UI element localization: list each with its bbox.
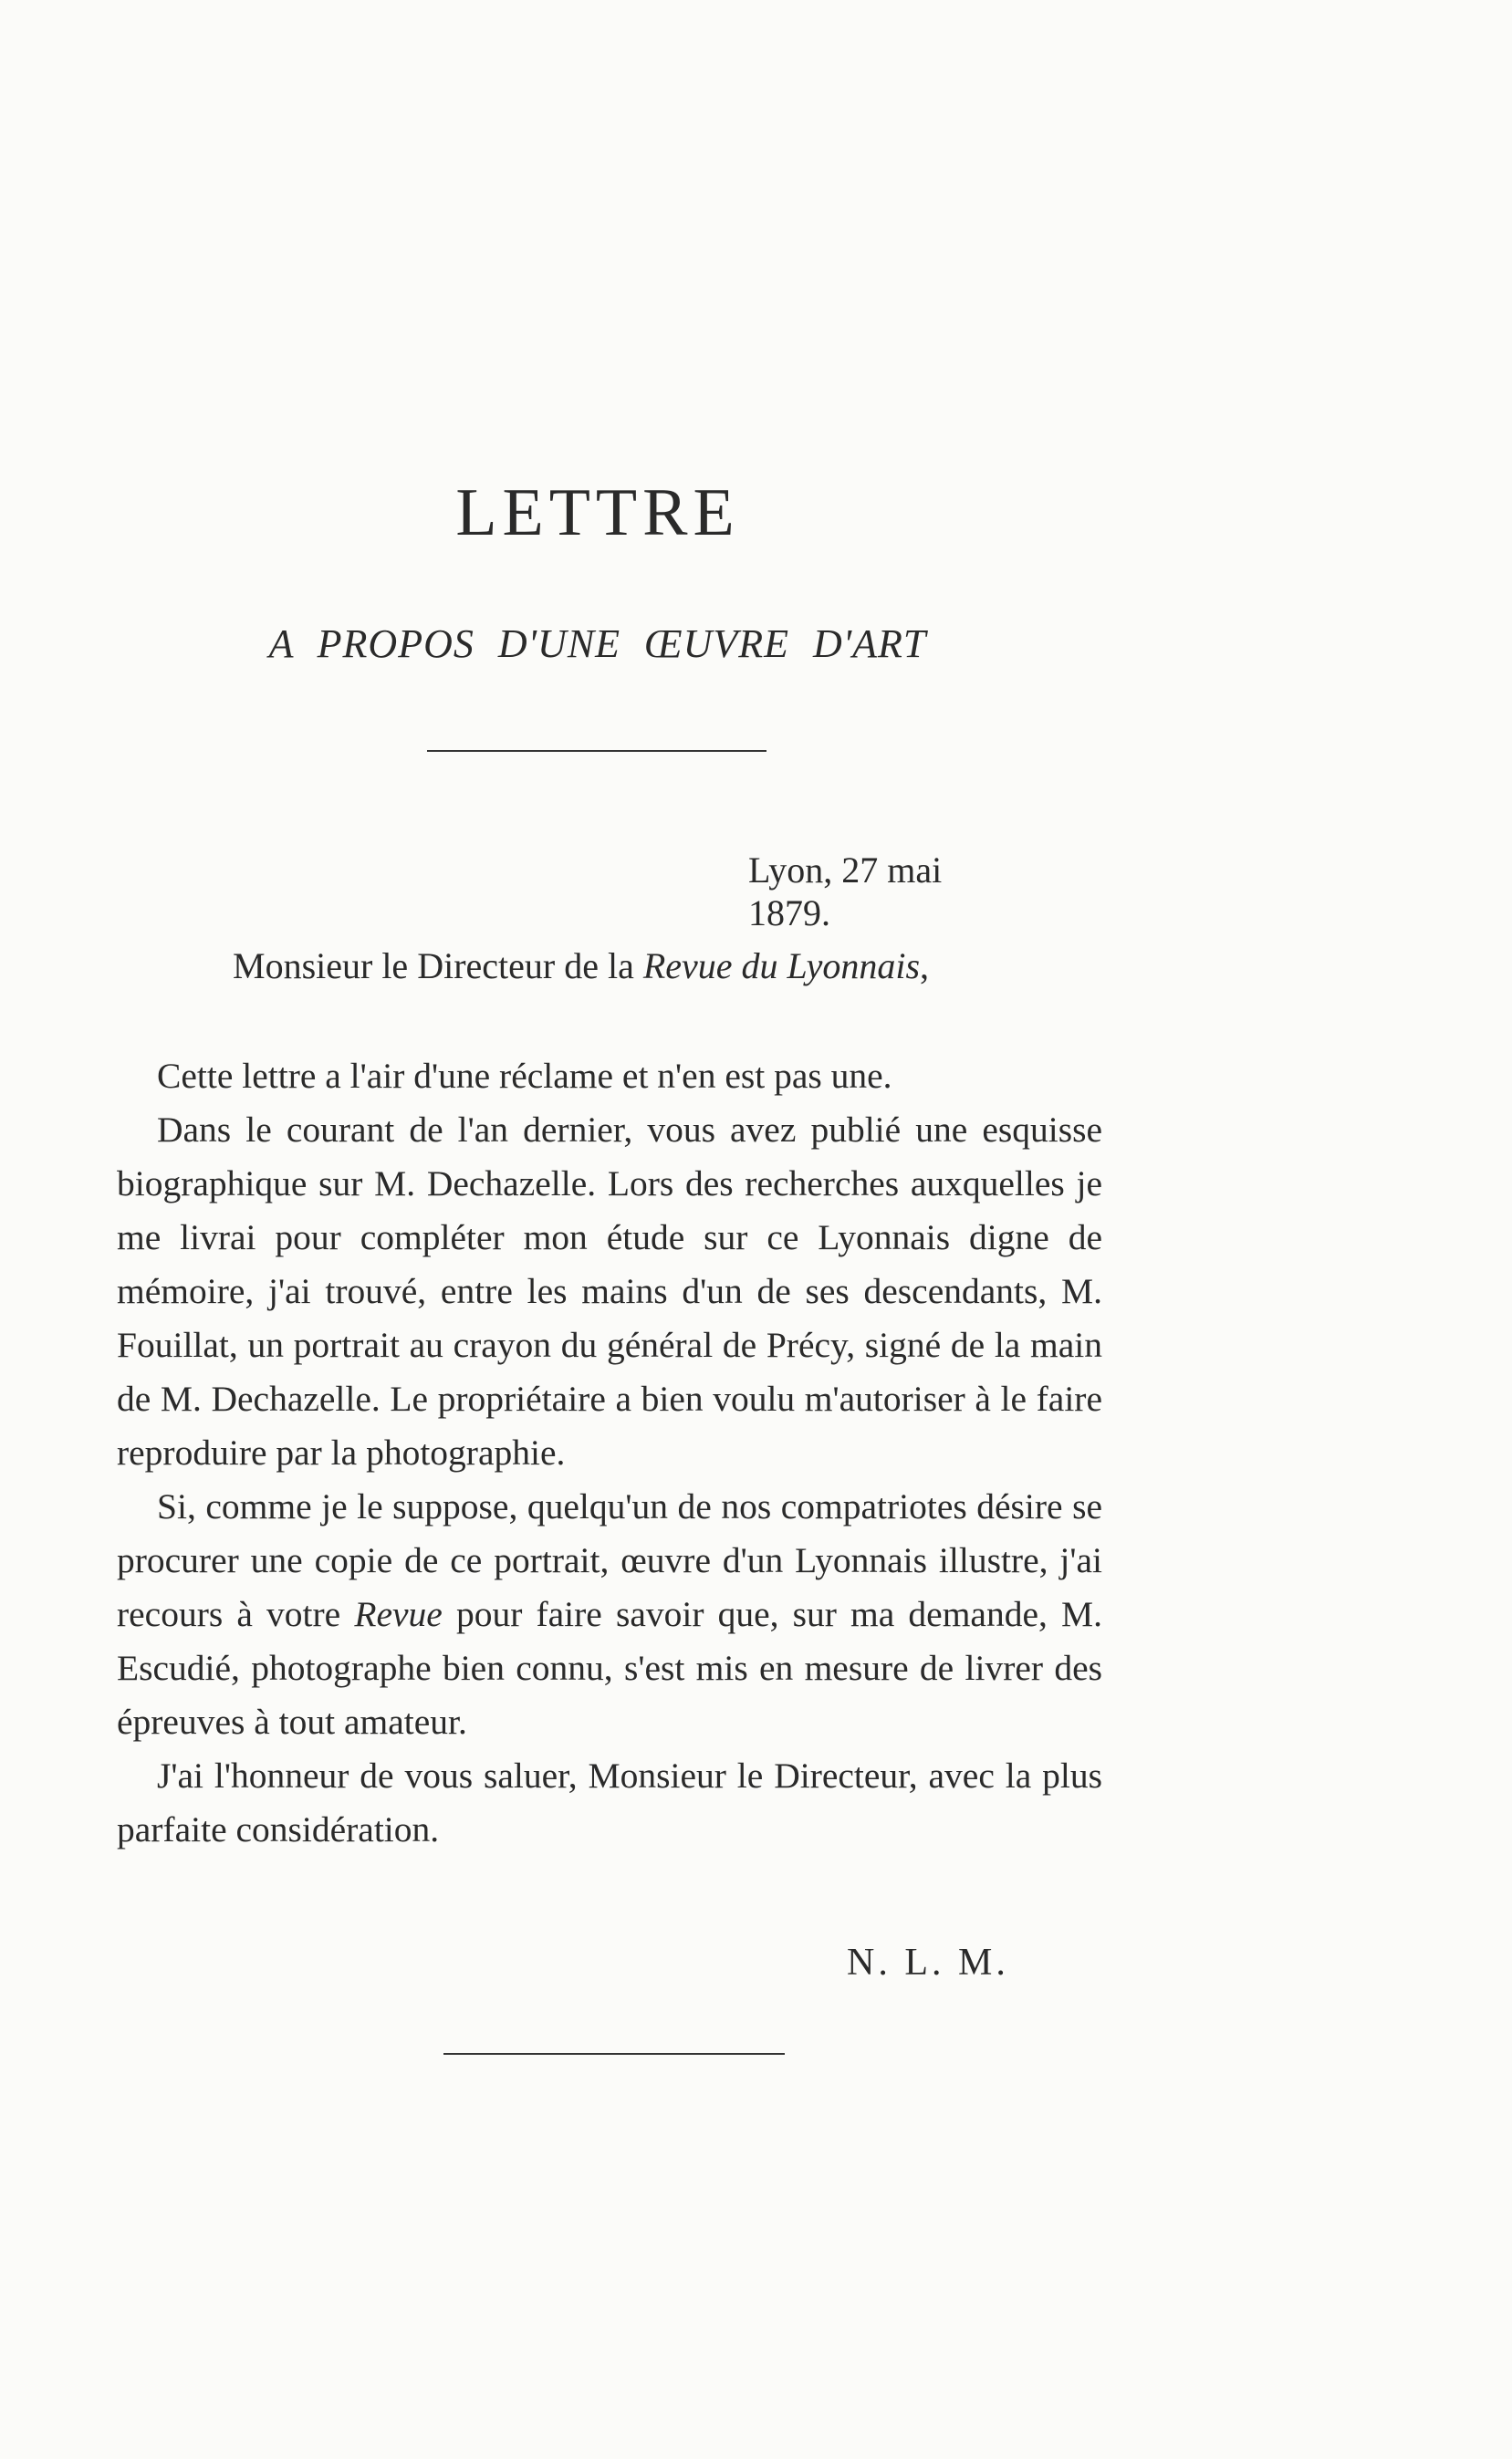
paragraph-3-part-b: pour faire savoir que, sur ma demande, M. Escudié, photographe bien connu, s'est mis en mesure de livrer des épreuves à tout amateur.	[117, 1594, 1102, 1742]
paragraph-3	[117, 1480, 1102, 1749]
salutation-journal-name: Revue du Lyonnais	[642, 945, 921, 986]
salutation	[233, 944, 1145, 987]
top-divider	[427, 750, 766, 752]
page-subtitle: A PROPOS D'UNE ŒUVRE D'ART	[268, 621, 927, 666]
page-title: LETTRE	[455, 475, 740, 550]
dateline: Lyon, 27 mai 1879.	[748, 849, 943, 933]
paragraph-4: J'ai l'honneur de vous saluer, Monsieur le Directeur, avec la plus parfaite considération.	[117, 1756, 1102, 1849]
paragraph-3-journal-name: Revue	[354, 1594, 443, 1634]
salutation-suffix: ,	[920, 945, 930, 986]
paragraph-2: Dans le courant de l'an dernier, vous avez publié une esquisse biographique sur M. Dechazelle. Lors des recherches auxquelles je me livrai pour compléter mon étude sur ce Lyonnais digne de mémoire, j'ai trouvé, entre les mains d'un de ses descendants, M. Fouillat, un portrait au crayon du général de Précy, signé de la main de M. Dechazelle. Le propriétaire a bien voulu m'autoriser à le faire reproduire par la photographie.	[117, 1110, 1102, 1473]
letter-body	[117, 1049, 1102, 1857]
bottom-divider	[443, 2053, 785, 2055]
paragraph-3-part-a: Si, comme je le suppose, quelqu'un de nos compatriotes désire se procurer une copie de ce portrait, œuvre d'un Lyonnais illustre, j'ai recours à votre	[117, 1486, 1102, 1634]
salutation-prefix: Monsieur le Directeur de la	[233, 945, 643, 986]
signature: N. L. M.	[847, 1942, 1009, 1984]
paragraph-1: Cette lettre a l'air d'une réclame et n'en est pas une.	[157, 1056, 892, 1096]
